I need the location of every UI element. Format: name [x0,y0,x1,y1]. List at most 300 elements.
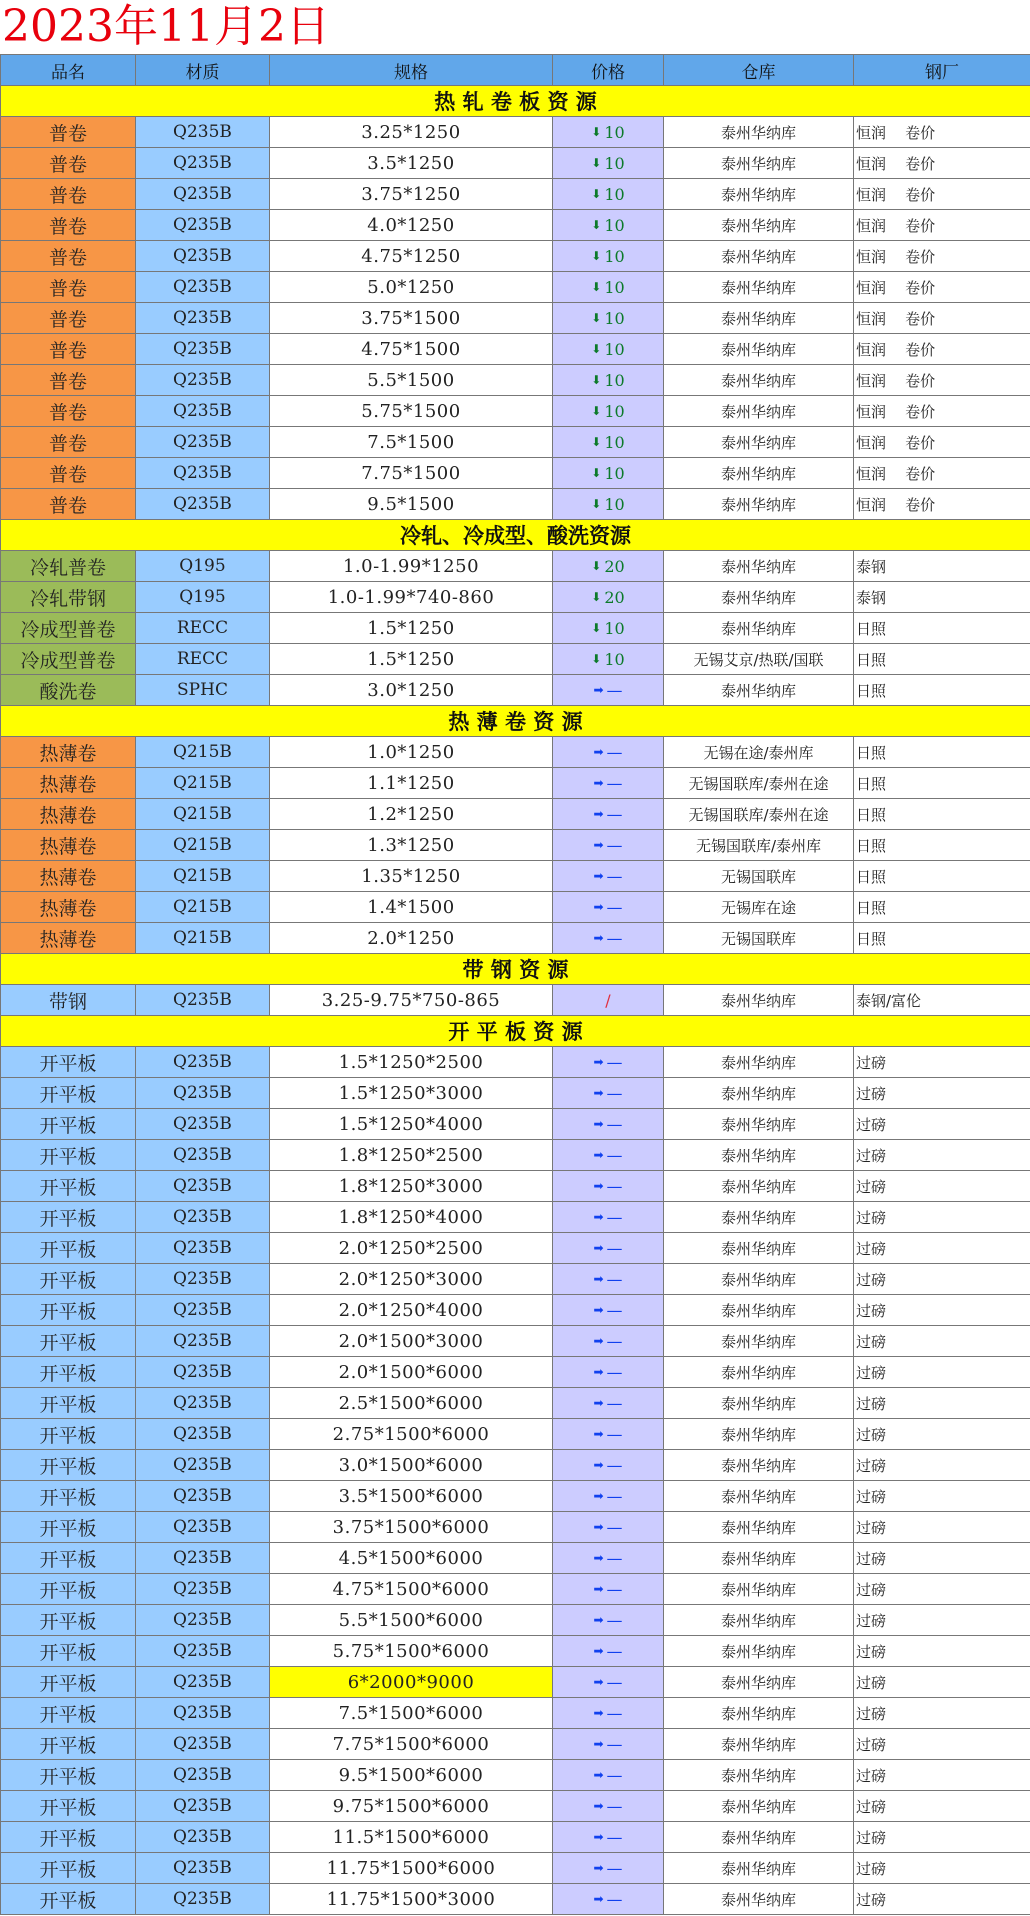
price-cell [553,1233,664,1264]
arrow-down-icon: ⬇ [591,466,602,480]
price-cell [553,458,664,489]
table-row [1,1667,1030,1698]
arrow-right-icon: ➡ [593,931,604,945]
spec-cell: 1.5*1250*3000 [270,1078,553,1109]
warehouse-cell: 泰州华纳库 [664,1605,854,1636]
mill-cell: 恒润 卷价 [854,117,1030,148]
price-cell [553,1357,664,1388]
table-row [1,458,1030,489]
spec-cell: 5.75*1500 [270,396,553,427]
table-row [1,1419,1030,1450]
material-cell: Q195 [136,551,270,582]
price-change-value: — [606,1548,623,1568]
mill-cell: 过磅 [854,1078,1030,1109]
arrow-down-icon: ⬇ [591,280,602,294]
product-name-cell: 开平板 [1,1295,136,1326]
arrow-down-icon: ⬇ [591,652,602,666]
header-name: 品名 [1,55,136,86]
price-change-value: — [606,1176,623,1196]
table-row [1,210,1030,241]
mill-cell: 恒润 卷价 [854,272,1030,303]
product-name-cell: 开平板 [1,1760,136,1791]
arrow-right-icon: ➡ [593,1551,604,1565]
price-change-value: — [606,1238,623,1258]
warehouse-cell: 泰州华纳库 [664,1729,854,1760]
product-name-cell: 普卷 [1,458,136,489]
mill-cell: 过磅 [854,1791,1030,1822]
table-row [1,1791,1030,1822]
price-change-value: — [606,1827,623,1847]
warehouse-cell: 泰州华纳库 [664,117,854,148]
price-cell [553,1667,664,1698]
arrow-right-icon: ➡ [593,807,604,821]
table-row [1,1140,1030,1171]
warehouse-cell: 泰州华纳库 [664,303,854,334]
price-cell [553,582,664,613]
spec-cell: 1.0-1.99*740-860 [270,582,553,613]
table-row [1,1295,1030,1326]
material-cell: Q235B [136,1822,270,1853]
price-change-value: — [606,1765,623,1785]
table-row [1,1853,1030,1884]
material-cell: Q235B [136,241,270,272]
price-cell [553,272,664,303]
warehouse-cell: 无锡国联库/泰州在途 [664,799,854,830]
arrow-right-icon: ➡ [593,1210,604,1224]
price-change-value: — [606,1331,623,1351]
price-cell [553,675,664,706]
product-name-cell: 开平板 [1,1512,136,1543]
price-change-value: 10 [604,246,625,266]
mill-cell: 日照 [854,768,1030,799]
material-cell: Q235B [136,1605,270,1636]
product-name-cell: 热薄卷 [1,799,136,830]
arrow-down-icon: ⬇ [591,156,602,170]
price-change-value: — [606,897,623,917]
mill-cell: 日照 [854,799,1030,830]
product-name-cell: 开平板 [1,1605,136,1636]
arrow-right-icon: ➡ [593,1179,604,1193]
arrow-right-icon: ➡ [593,1427,604,1441]
arrow-right-icon: ➡ [593,1768,604,1782]
arrow-right-icon: ➡ [593,1272,604,1286]
product-name-cell: 开平板 [1,1574,136,1605]
arrow-right-icon: ➡ [593,683,604,697]
warehouse-cell: 泰州华纳库 [664,1233,854,1264]
warehouse-cell: 泰州华纳库 [664,241,854,272]
price-cell [553,241,664,272]
spec-cell: 1.8*1250*3000 [270,1171,553,1202]
table-row [1,396,1030,427]
product-name-cell: 开平板 [1,1140,136,1171]
table-row [1,1326,1030,1357]
price-change-value: — [606,1362,623,1382]
table-row [1,148,1030,179]
spec-cell: 2.0*1250*3000 [270,1264,553,1295]
price-cell [553,148,664,179]
arrow-right-icon: ➡ [593,1458,604,1472]
material-cell: Q235B [136,1140,270,1171]
warehouse-cell: 泰州华纳库 [664,1822,854,1853]
warehouse-cell: 泰州华纳库 [664,1574,854,1605]
warehouse-cell: 泰州华纳库 [664,582,854,613]
price-change-value: 10 [604,308,625,328]
table-row [1,1450,1030,1481]
price-change-value: 10 [604,122,625,142]
spec-cell: 11.75*1500*6000 [270,1853,553,1884]
price-change-value: 10 [604,184,625,204]
price-cell [553,985,664,1016]
material-cell: Q235B [136,1481,270,1512]
warehouse-cell: 泰州华纳库 [664,1202,854,1233]
mill-cell: 日照 [854,830,1030,861]
arrow-down-icon: ⬇ [591,311,602,325]
arrow-right-icon: ➡ [593,838,604,852]
table-row [1,241,1030,272]
product-name-cell: 热薄卷 [1,768,136,799]
arrow-right-icon: ➡ [593,1830,604,1844]
table-row [1,861,1030,892]
section-title: 热 轧 卷 板 资 源 [1,86,1030,117]
spec-cell: 3.0*1500*6000 [270,1450,553,1481]
table-row [1,1233,1030,1264]
price-cell [553,861,664,892]
warehouse-cell: 泰州华纳库 [664,1047,854,1078]
price-change-value: — [606,1672,623,1692]
spec-cell: 3.25-9.75*750-865 [270,985,553,1016]
price-change-value: — [606,1269,623,1289]
page-title: 2023年11月2日 [2,1,330,52]
table-row [1,179,1030,210]
spec-cell: 1.35*1250 [270,861,553,892]
product-name-cell: 普卷 [1,396,136,427]
product-name-cell: 热薄卷 [1,923,136,954]
mill-cell: 过磅 [854,1729,1030,1760]
warehouse-cell: 泰州华纳库 [664,1140,854,1171]
arrow-right-icon: ➡ [593,1520,604,1534]
material-cell: Q235B [136,1233,270,1264]
mill-cell: 日照 [854,675,1030,706]
price-change-value: 10 [604,618,625,638]
price-cell [553,1295,664,1326]
spec-cell: 4.75*1250 [270,241,553,272]
spec-cell: 3.75*1500 [270,303,553,334]
price-change-value: 10 [604,153,625,173]
table-row [1,1760,1030,1791]
table-row [1,1822,1030,1853]
price-change-value: 10 [604,432,625,452]
spec-cell: 1.5*1250*2500 [270,1047,553,1078]
material-cell: Q235B [136,458,270,489]
table-row [1,675,1030,706]
warehouse-cell: 泰州华纳库 [664,365,854,396]
spec-cell: 1.2*1250 [270,799,553,830]
product-name-cell: 开平板 [1,1853,136,1884]
material-cell: Q235B [136,1295,270,1326]
product-name-cell: 热薄卷 [1,830,136,861]
price-change-value: — [606,1517,623,1537]
price-cell [553,1264,664,1295]
arrow-right-icon: ➡ [593,900,604,914]
price-change-value: — [606,928,623,948]
product-name-cell: 开平板 [1,1233,136,1264]
arrow-right-icon: ➡ [593,1303,604,1317]
arrow-right-icon: ➡ [593,869,604,883]
warehouse-cell: 无锡艾京/热联/国联 [664,644,854,675]
mill-cell: 过磅 [854,1760,1030,1791]
mill-cell: 恒润 卷价 [854,210,1030,241]
spec-cell: 4.75*1500 [270,334,553,365]
table-row [1,1884,1030,1915]
mill-cell: 过磅 [854,1419,1030,1450]
spec-cell: 7.5*1500*6000 [270,1698,553,1729]
arrow-right-icon: ➡ [593,1737,604,1751]
product-name-cell: 开平板 [1,1078,136,1109]
warehouse-cell: 泰州华纳库 [664,1326,854,1357]
price-cell [553,1326,664,1357]
material-cell: Q235B [136,117,270,148]
material-cell: Q235B [136,1419,270,1450]
mill-cell: 过磅 [854,1202,1030,1233]
mill-cell: 泰钢 [854,551,1030,582]
table-row [1,1636,1030,1667]
material-cell: Q235B [136,1326,270,1357]
arrow-right-icon: ➡ [593,1117,604,1131]
spec-cell: 1.0-1.99*1250 [270,551,553,582]
arrow-right-icon: ➡ [593,1334,604,1348]
table-row [1,365,1030,396]
spec-cell: 1.0*1250 [270,737,553,768]
warehouse-cell: 泰州华纳库 [664,985,854,1016]
arrow-down-icon: ⬇ [591,125,602,139]
warehouse-cell: 泰州华纳库 [664,1481,854,1512]
table-row [1,768,1030,799]
table-row [1,613,1030,644]
warehouse-cell: 泰州华纳库 [664,458,854,489]
spec-cell: 1.3*1250 [270,830,553,861]
product-name-cell: 开平板 [1,1667,136,1698]
arrow-right-icon: ➡ [593,1241,604,1255]
price-change-value: — [606,804,623,824]
product-name-cell: 普卷 [1,489,136,520]
warehouse-cell: 泰州华纳库 [664,1264,854,1295]
mill-cell: 日照 [854,861,1030,892]
price-cell [553,1698,664,1729]
material-cell: Q235B [136,1760,270,1791]
material-cell: RECC [136,613,270,644]
warehouse-cell: 泰州华纳库 [664,613,854,644]
arrow-right-icon: ➡ [593,1086,604,1100]
material-cell: Q235B [136,1264,270,1295]
material-cell: Q235B [136,365,270,396]
mill-cell: 过磅 [854,1233,1030,1264]
spec-cell: 2.0*1250*2500 [270,1233,553,1264]
table-row [1,1202,1030,1233]
price-cell [553,1791,664,1822]
price-change-value: — [606,1300,623,1320]
table-row [1,1171,1030,1202]
mill-cell: 过磅 [854,1047,1030,1078]
warehouse-cell: 泰州华纳库 [664,1171,854,1202]
arrow-right-icon: ➡ [593,1489,604,1503]
material-cell: Q235B [136,1574,270,1605]
mill-cell: 过磅 [854,1884,1030,1915]
price-change-value: — [606,1052,623,1072]
price-change-value: 10 [604,370,625,390]
material-cell: Q215B [136,830,270,861]
spec-cell: 3.5*1500*6000 [270,1481,553,1512]
section-row [1,954,1030,985]
mill-cell: 过磅 [854,1853,1030,1884]
arrow-right-icon: ➡ [593,1582,604,1596]
mill-cell: 恒润 卷价 [854,427,1030,458]
price-cell [553,1605,664,1636]
table-row [1,1481,1030,1512]
mill-cell: 过磅 [854,1357,1030,1388]
mill-cell: 恒润 卷价 [854,396,1030,427]
price-cell [553,179,664,210]
price-change-value: — [606,1579,623,1599]
mill-cell: 恒润 卷价 [854,179,1030,210]
price-cell [553,923,664,954]
price-cell [553,1729,664,1760]
table-row [1,830,1030,861]
price-change-value: 10 [604,277,625,297]
product-name-cell: 普卷 [1,365,136,396]
arrow-down-icon: ⬇ [591,404,602,418]
spec-cell: 4.75*1500*6000 [270,1574,553,1605]
table-row [1,923,1030,954]
table-row [1,985,1030,1016]
mill-cell: 过磅 [854,1450,1030,1481]
mill-cell: 过磅 [854,1171,1030,1202]
arrow-down-icon: ⬇ [591,621,602,635]
product-name-cell: 开平板 [1,1047,136,1078]
mill-cell: 恒润 卷价 [854,303,1030,334]
price-cell [553,1047,664,1078]
warehouse-cell: 泰州华纳库 [664,1388,854,1419]
product-name-cell: 普卷 [1,334,136,365]
warehouse-cell: 泰州华纳库 [664,1667,854,1698]
price-change-value: 10 [604,339,625,359]
mill-cell: 过磅 [854,1574,1030,1605]
table-row [1,799,1030,830]
mill-cell: 日照 [854,613,1030,644]
warehouse-cell: 泰州华纳库 [664,675,854,706]
warehouse-cell: 泰州华纳库 [664,179,854,210]
mill-cell: 恒润 卷价 [854,365,1030,396]
product-name-cell: 开平板 [1,1822,136,1853]
price-cell [553,644,664,675]
table-row [1,272,1030,303]
section-row [1,1016,1030,1047]
arrow-right-icon: ➡ [593,1799,604,1813]
spec-cell: 3.25*1250 [270,117,553,148]
price-change-value: — [606,1796,623,1816]
spec-cell: 2.0*1500*3000 [270,1326,553,1357]
price-change-value: — [606,1207,623,1227]
warehouse-cell: 泰州华纳库 [664,1698,854,1729]
table-header-row [1,55,1030,86]
price-change-value: — [606,1455,623,1475]
product-name-cell: 开平板 [1,1884,136,1915]
arrow-right-icon: ➡ [593,1675,604,1689]
mill-cell: 过磅 [854,1388,1030,1419]
spec-cell: 7.5*1500 [270,427,553,458]
material-cell: Q235B [136,1667,270,1698]
product-name-cell: 开平板 [1,1791,136,1822]
spec-cell: 1.8*1250*2500 [270,1140,553,1171]
material-cell: Q235B [136,1388,270,1419]
table-row [1,334,1030,365]
price-cell [553,334,664,365]
mill-cell: 日照 [854,923,1030,954]
section-row [1,706,1030,737]
warehouse-cell: 泰州华纳库 [664,1295,854,1326]
mill-cell: 过磅 [854,1543,1030,1574]
product-name-cell: 冷成型普卷 [1,644,136,675]
slash-icon: / [605,990,611,1010]
price-change-value: 10 [604,463,625,483]
mill-cell: 过磅 [854,1326,1030,1357]
arrow-down-icon: ⬇ [591,559,602,573]
warehouse-cell: 无锡国联库/泰州库 [664,830,854,861]
price-change-value: 10 [604,494,625,514]
warehouse-cell: 无锡国联库/泰州在途 [664,768,854,799]
arrow-down-icon: ⬇ [591,218,602,232]
section-row [1,520,1030,551]
spec-cell: 2.0*1250*4000 [270,1295,553,1326]
mill-cell: 日照 [854,737,1030,768]
table-row [1,1729,1030,1760]
price-change-value: 10 [604,401,625,421]
price-cell [553,1884,664,1915]
price-change-value: — [606,1889,623,1909]
warehouse-cell: 泰州华纳库 [664,489,854,520]
material-cell: Q195 [136,582,270,613]
product-name-cell: 开平板 [1,1357,136,1388]
mill-cell: 恒润 卷价 [854,148,1030,179]
spec-cell: 9.5*1500*6000 [270,1760,553,1791]
arrow-down-icon: ⬇ [591,249,602,263]
mill-cell: 过磅 [854,1822,1030,1853]
spec-cell: 4.5*1500*6000 [270,1543,553,1574]
product-name-cell: 酸洗卷 [1,675,136,706]
spec-cell: 5.5*1500*6000 [270,1605,553,1636]
arrow-right-icon: ➡ [593,745,604,759]
spec-cell: 5.5*1500 [270,365,553,396]
material-cell: Q235B [136,1512,270,1543]
header-warehouse: 仓库 [664,55,854,86]
spec-cell: 1.5*1250*4000 [270,1109,553,1140]
price-cell [553,768,664,799]
arrow-down-icon: ⬇ [591,373,602,387]
material-cell: Q235B [136,985,270,1016]
product-name-cell: 普卷 [1,148,136,179]
product-name-cell: 普卷 [1,210,136,241]
spec-cell: 3.5*1250 [270,148,553,179]
arrow-down-icon: ⬇ [591,497,602,511]
section-title: 冷轧、冷成型、酸洗资源 [1,520,1030,551]
table-row [1,1512,1030,1543]
price-cell [553,613,664,644]
price-change-value: — [606,680,623,700]
material-cell: Q235B [136,396,270,427]
spec-cell: 7.75*1500*6000 [270,1729,553,1760]
mill-cell: 恒润 卷价 [854,241,1030,272]
product-name-cell: 开平板 [1,1636,136,1667]
warehouse-cell: 无锡国联库 [664,861,854,892]
